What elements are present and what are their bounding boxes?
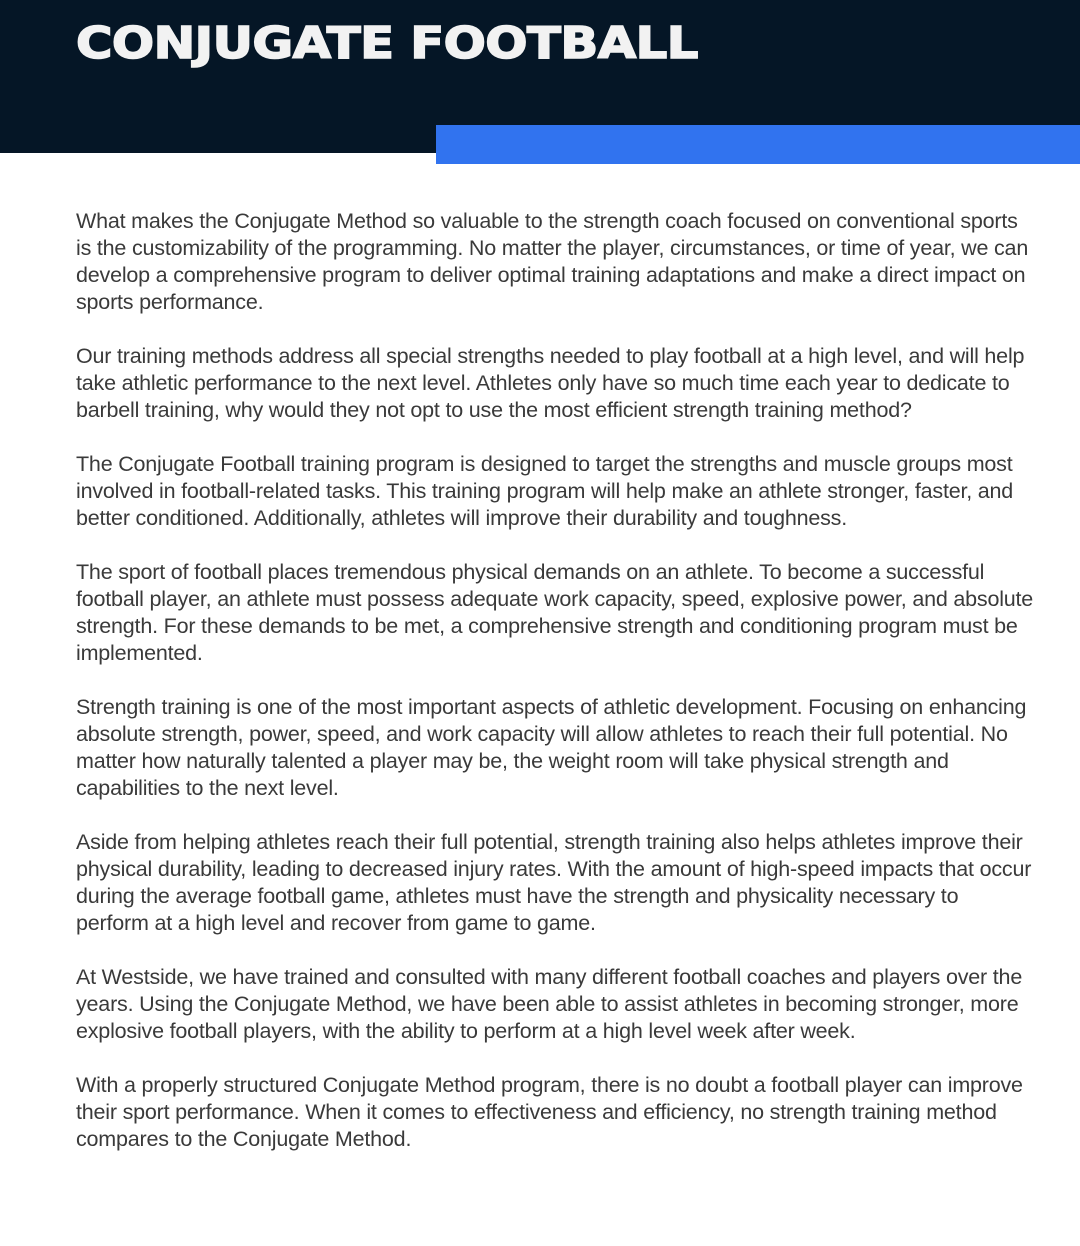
paragraph-6: Aside from helping athletes reach their full potential, strength training also helps athletes improve their physical durability, leading to decreased injury rates. With the amount of high-speed impacts that occur during the average football game, athletes must have the strength and physicality necessary to perform at a high level and recover from game to game. [76, 830, 1032, 935]
paragraph-4: The sport of football places tremendous physical demands on an athlete. To become a successful football player, an athlete must possess adequate work capacity, speed, explosive power, and absolute strength. For these demands to be met, a comprehensive strength and conditioning program must be implemented. [76, 560, 1034, 665]
paragraph-1: What makes the Conjugate Method so valuable to the strength coach focused on conventional sports is the customizability of the programming. No matter the player, circumstances, or time of year, we can develop a comprehensive program to deliver optimal training adaptations and make a direct impact on sports performance. [76, 209, 1029, 314]
page-title: CONJUGATE FOOTBALL [76, 18, 698, 69]
paragraph-3: The Conjugate Football training program is designed to target the strengths and muscle groups most involved in football-related tasks. This training program will help make an athlete stronger, faster, and better conditioned. Additionally, athletes will improve their durability and toughness. [76, 452, 1014, 530]
paragraph-2: Our training methods address all special strengths needed to play football at a high level, and will help take athletic performance to the next level. Athletes only have so much time each year to dedicate to barbell training, why would they not opt to use the most efficient strength training method? [76, 344, 1025, 422]
paragraph-7: At Westside, we have trained and consulted with many different football coaches and players over the years. Using the Conjugate Method, we have been able to assist athletes in becoming stronger, more explosive football players, with the ability to perform at a high level week after week. [76, 965, 1023, 1043]
paragraph-5: Strength training is one of the most important aspects of athletic development. Focusing on enhancing absolute strength, power, speed, and work capacity will allow athletes to reach their full potential. No matter how naturally talented a player may be, the weight room will take physical strength and capabilities to the next level. [76, 695, 1027, 800]
accent-bar [436, 125, 1080, 164]
paragraph-8: With a properly structured Conjugate Method program, there is no doubt a football player can improve their sport performance. When it comes to effectiveness and efficiency, no strength training method compares to the Conjugate Method. [76, 1073, 1023, 1151]
article-body [76, 208, 1036, 1180]
